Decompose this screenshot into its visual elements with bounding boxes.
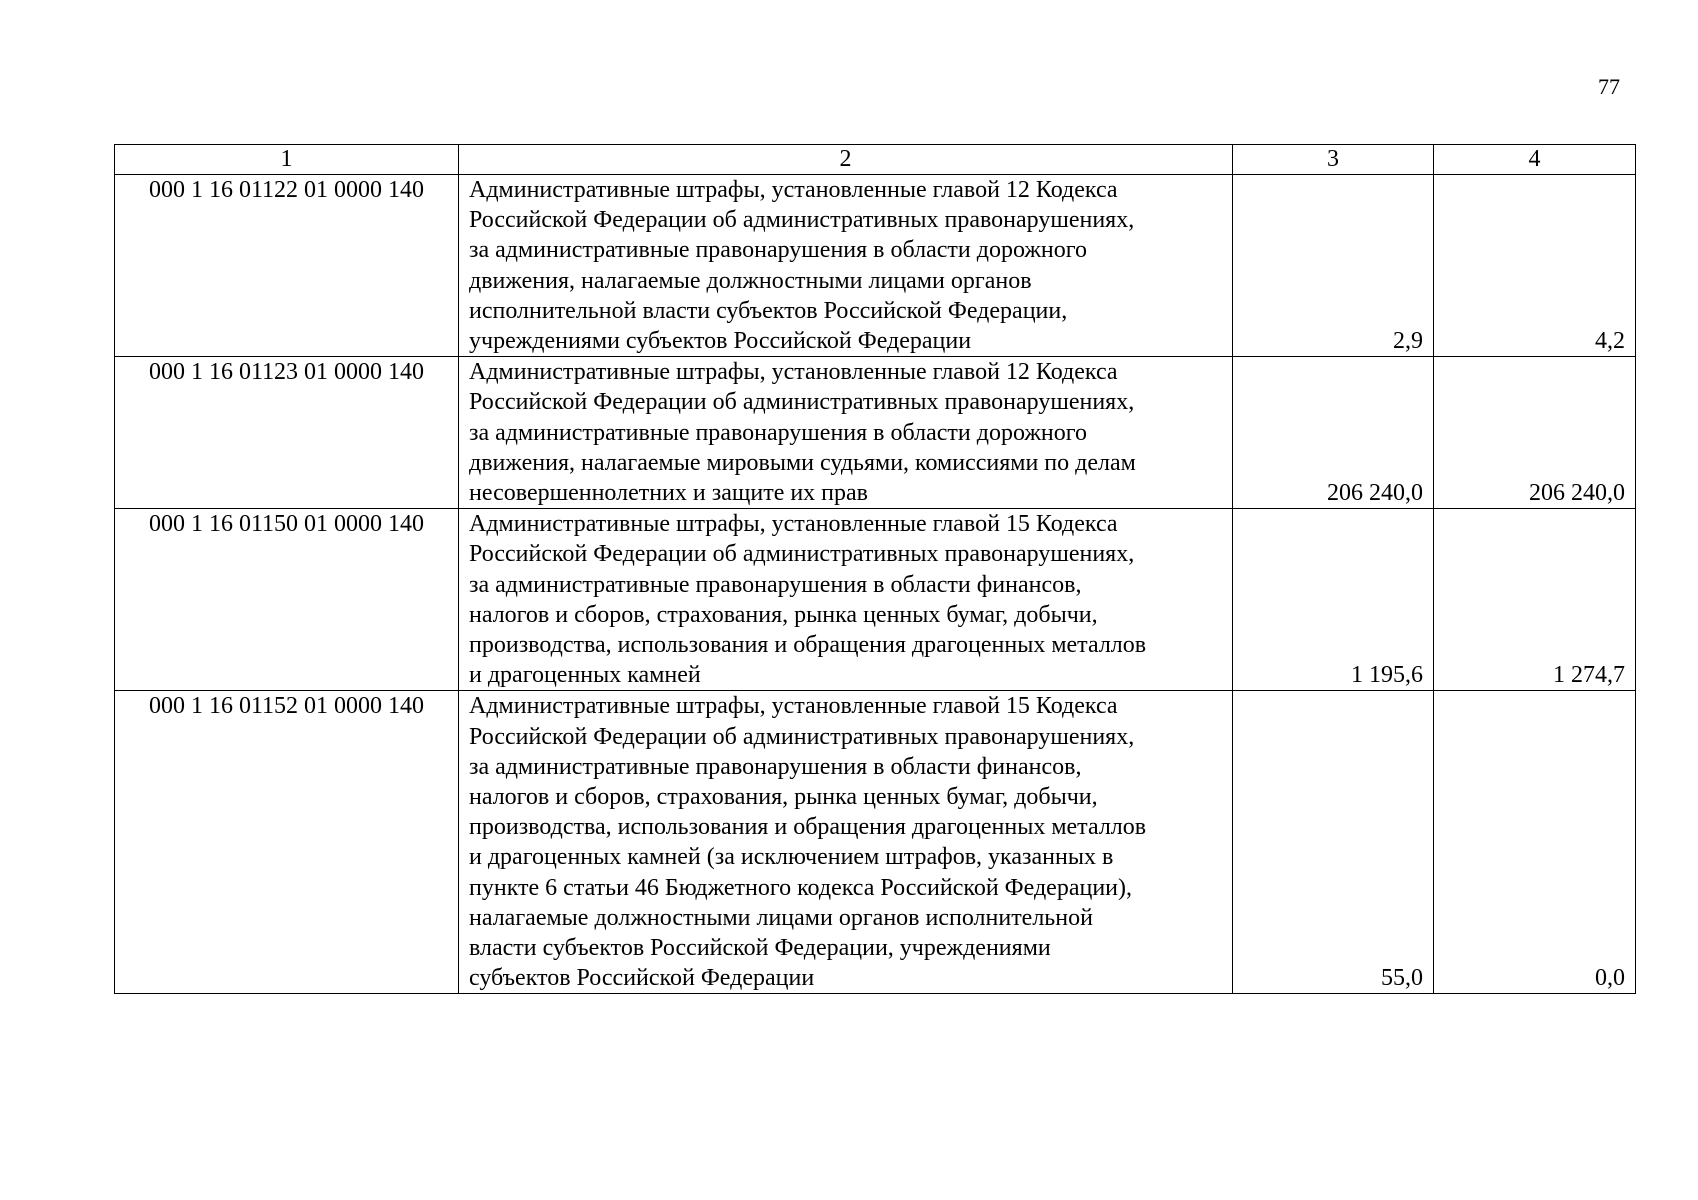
- page-number: 77: [1598, 74, 1620, 99]
- table-row: [115, 175, 1636, 357]
- description-line: движения, налагаемые должностными лицами органов: [469, 267, 1032, 294]
- description-cell: [459, 175, 1233, 357]
- description-line: Российской Федерации об административных правонарушениях,: [469, 541, 1135, 568]
- table-row: [115, 357, 1636, 509]
- column-header-2: 2: [459, 145, 1233, 175]
- description-line: производства, использования и обращения драгоценных металлов: [469, 632, 1147, 659]
- value-col3-cell: 206 240,0: [1233, 357, 1434, 509]
- table-header-row: [115, 145, 1636, 175]
- description-line: за административные правонарушения в области финансов,: [469, 753, 1082, 780]
- value-col3-cell: 2,9: [1233, 175, 1434, 357]
- description-line: и драгоценных камней (за исключением штрафов, указанных в: [469, 844, 1114, 871]
- description-line: пункте 6 статьи 46 Бюджетного кодекса Российской Федерации),: [469, 874, 1132, 901]
- description-line: производства, использования и обращения драгоценных металлов: [469, 814, 1147, 841]
- description-line: за административные правонарушения в области финансов,: [469, 571, 1082, 598]
- table-row: [115, 691, 1636, 994]
- description-line: налогов и сборов, страхования, рынка ценных бумаг, добычи,: [469, 601, 1098, 628]
- description-line: за административные правонарушения в области дорожного: [469, 237, 1088, 264]
- description-line: Административные штрафы, установленные главой 15 Кодекса: [469, 693, 1118, 720]
- table-row: [115, 509, 1636, 691]
- description-line: Административные штрафы, установленные главой 12 Кодекса: [469, 177, 1118, 203]
- value-col4-cell: 0,0: [1434, 691, 1636, 994]
- description-line: несовершеннолетних и защите их прав: [469, 480, 869, 507]
- description-line: учреждениями субъектов Российской Федерации: [469, 328, 972, 355]
- budget-code-cell: 000 1 16 01123 01 0000 140: [115, 357, 459, 509]
- value-col4-cell: 1 274,7: [1434, 509, 1636, 691]
- description-cell: [459, 509, 1233, 691]
- description-line: власти субъектов Российской Федерации, учреждениями: [469, 935, 1051, 962]
- description-line: за административные правонарушения в области дорожного: [469, 419, 1088, 446]
- value-col3-cell: 55,0: [1233, 691, 1434, 994]
- value-col4-cell: 4,2: [1434, 175, 1636, 357]
- description-line: Российской Федерации об административных правонарушениях,: [469, 389, 1135, 416]
- description-line: Административные штрафы, установленные главой 12 Кодекса: [469, 359, 1118, 386]
- column-header-1: 1: [115, 145, 459, 175]
- value-col4-cell: 206 240,0: [1434, 357, 1636, 509]
- description-line: Российской Федерации об административных правонарушениях,: [469, 207, 1135, 234]
- budget-table: [114, 144, 1636, 994]
- budget-code-cell: 000 1 16 01122 01 0000 140: [115, 175, 459, 357]
- description-line: субъектов Российской Федерации: [469, 965, 815, 992]
- description-line: исполнительной власти субъектов Российской Федерации,: [469, 297, 1068, 324]
- description-cell: [459, 691, 1233, 994]
- column-header-4: 4: [1434, 145, 1636, 175]
- budget-code-cell: 000 1 16 01150 01 0000 140: [115, 509, 459, 691]
- description-line: налагаемые должностными лицами органов исполнительной: [469, 904, 1093, 931]
- column-header-3: 3: [1233, 145, 1434, 175]
- description-cell: [459, 357, 1233, 509]
- budget-code-cell: 000 1 16 01152 01 0000 140: [115, 691, 459, 994]
- description-line: налогов и сборов, страхования, рынка ценных бумаг, добычи,: [469, 784, 1098, 811]
- description-line: Российской Федерации об административных правонарушениях,: [469, 723, 1135, 750]
- value-col3-cell: 1 195,6: [1233, 509, 1434, 691]
- description-line: Административные штрафы, установленные главой 15 Кодекса: [469, 511, 1118, 538]
- description-line: и драгоценных камней: [469, 662, 701, 689]
- description-line: движения, налагаемые мировыми судьями, комиссиями по делам: [469, 449, 1136, 476]
